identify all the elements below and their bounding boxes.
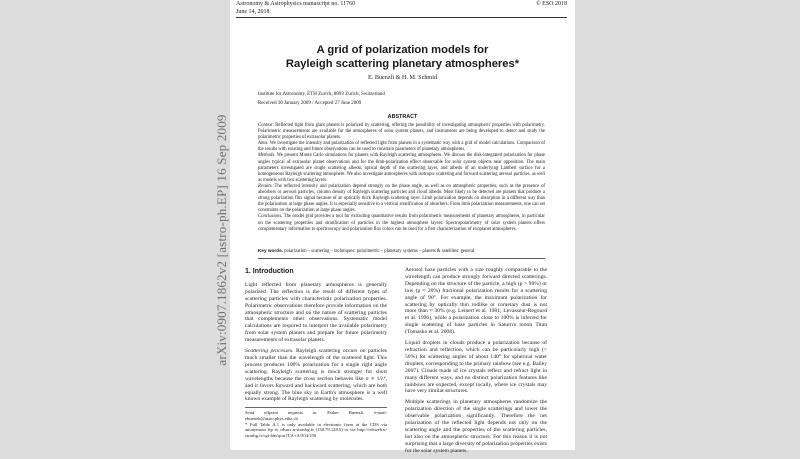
header-rule [236, 17, 567, 18]
running-header [236, 0, 355, 16]
keywords: Key words. polarization – scattering – techniques: polarimetric – planetary systems – planets & satellites: general [258, 248, 475, 254]
left-column [245, 267, 387, 438]
abstract-body [258, 123, 545, 233]
intro-paragraph: Light reflected from planetary atmospheres is generally polarized. The reflection is the result of different types of scattering particles with characteristic polarization properties. Polarimetric observations therefore provide information on the atmospheric structure and on the nature of scattering particles that complements other observations. Systematic model calculations are required to interpret the available polarimetry from solar system planets and prepare for future polarimetry measurements of extrasolar planets. [245, 281, 387, 344]
abstract-results: Results. The reflected intensity and polarization depend strongly on the phase angle, as well as on atmospheric properties, such as the presence of absorbers or aerosol particles, column density of Rayleigh scattering particles and cloud albedo. Most likely to be detected are planets that produce a strong polarization flux signal because of an optically thick Rayleigh scattering layer. Limb polarization depends on absorption in a different way than the polarization at large phase angles. It is especially sensitive to a vertical stratification of absorbers. From limb polarization measurements, one can set constraints on the polarization at large phase angles. [258, 183, 545, 214]
left-background [0, 0, 230, 450]
arxiv-identifier-text: arXiv:0907.1862v2 [astro-ph.EP] 16 Sep 2009 [214, 114, 229, 366]
footnote-table: * Full Table A.1 is only available in electronic form at the CDS via anonymous ftp to cdsarc.u-strasbg.fr (130.79.128.5) or via http://cdsweb.u-strasbg.fr/cgi-bin/qcat?J/A+A/504/259 [245, 421, 387, 438]
paper-title [230, 44, 575, 71]
multiple-scattering-paragraph: Multiple scatterings in planetary atmospheres randomize the polarization direction of the single scatterings and lower the observable polarization significantly. Therefore the net polarization of the reflected light depends not only on the scattering angle and the properties of the scattering particles, but also on the atmospheric structure. For this reason it is not surprising that a large diversity of polarization properties exists for the solar system planets. [405, 399, 547, 454]
authors: E. Buenzli & H. M. Schmid [367, 74, 438, 81]
paper-page [230, 0, 575, 454]
right-column [405, 267, 547, 459]
abstract-rule [258, 258, 545, 259]
right-background [575, 0, 800, 450]
droplets-paragraph: Liquid droplets in clouds produce a polarization because of refraction and reflection, which can be particularly high (> 50%) for scattering angles of about 140° for spherical water droplets, corresponding to the primary rainbow (see e.g. Bailey 2007). Clouds made of ice crystals reflect and refract light in many different ways, and no distinct polarization features like rainbows are expected, except locally, where ice crystals may have very similar structures. [405, 340, 547, 395]
abstract-conclusions: Conclusions. The model grid provides a tool for extracting quantitative results from polarimetric measurements of planetary atmospheres, in particular on the scattering properties and stratification of particles in the highest atmosphere layers. Spectropolarimetry of solar system planets offers complementary information to spectroscopy and polarization flux colors can be used for a first characterization of exoplanet atmospheres. [258, 214, 545, 232]
journal-line: Astronomy & Astrophysics manuscript no. 11760 [236, 1, 356, 7]
footnotes [245, 407, 387, 438]
copyright-notice: © ESO 2018 [536, 1, 567, 7]
abstract-heading: ABSTRACT [387, 114, 418, 120]
abstract-methods: Methods. We present Monte Carlo simulations for planets with Rayleigh scattering atmospheres. We discuss the disk-integrated polarization for phase angles typical of extrasolar planet observations and for the limb-polarization effect observable for solar system objects near opposition. The main parameters investigated are single scattering albedo, optical depth of the scattering layer, and albedo of an underlying Lambert surface for a homogeneous Rayleigh scattering atmosphere. We also investigate atmospheres with isotropic scattering and forward scattering aerosol particles, as well as models with two scattering layers. [258, 153, 545, 183]
title-line-1: A grid of polarization models for [316, 44, 489, 56]
section-title-introduction: 1. Introduction [245, 268, 294, 275]
aerosol-paragraph: Aerosol haze particles with a size roughly comparable to the wavelength can produce strongly forward directed scatterings. Depending on the structure of the particle, a high (p > 90%) or low (p ≈ 20%) fractional polarization results for a scattering angle of 90°. For example, the maximum polarization for scattering by optically thin rodlike or cometary dust is not more than ≈ 30% (e.g. Leinert et al. 1981; Levasseur-Regourd et al. 1996), while a polarization close to 100% is inferred for single scattering of haze particles in Saturn's moon Titan (Tomasko et al. 2008). [405, 267, 547, 336]
affiliation: Institute for Astronomy, ETH Zurich, 8093 Zurich, Switzerland [258, 92, 385, 97]
footnote-offprint: Send offprint requests to: Esther Buenzli, e-mail: ebuenzli@astro.phys.ethz.ch [245, 410, 387, 421]
manuscript-date: June 14, 2018 [236, 9, 270, 15]
scattering-paragraph: Scattering processes. Rayleigh scattering occurs on particles much smaller than the wavelength of the scattered light. This process produces 100% polarization for a single right angle scattering. Rayleigh scattering is much stronger for short wavelengths because the cross section behaves like σ ∝ 1/λ⁴, and it favors forward and backward scattering, which are both equally strong. The blue sky in Earth's atmosphere is a well known example of Rayleigh scattering by molecules. [245, 348, 387, 403]
received-accepted-dates: Received 30 January 2009 / Accepted 27 June 2009 [258, 101, 362, 106]
title-line-2: Rayleigh scattering planetary atmospheres* [285, 57, 520, 70]
abstract-aims: Aims. We investigate the intensity and polarization of reflected light from planets in a systematic way with a grid of model calculations. Comparison of the results with existing and future observations can be used to constrain parameters of planetary atmospheres. [258, 141, 545, 153]
abstract-context: Context. Reflected light from giant planets is polarized by scattering, offering the possibility of investigating atmospheric properties with polarimetry. Polarimetric measurements are available for the atmospheres of solar system planets, and instruments are being developed to detect and study the polarimetric properties of extrasolar planets. [258, 123, 546, 141]
